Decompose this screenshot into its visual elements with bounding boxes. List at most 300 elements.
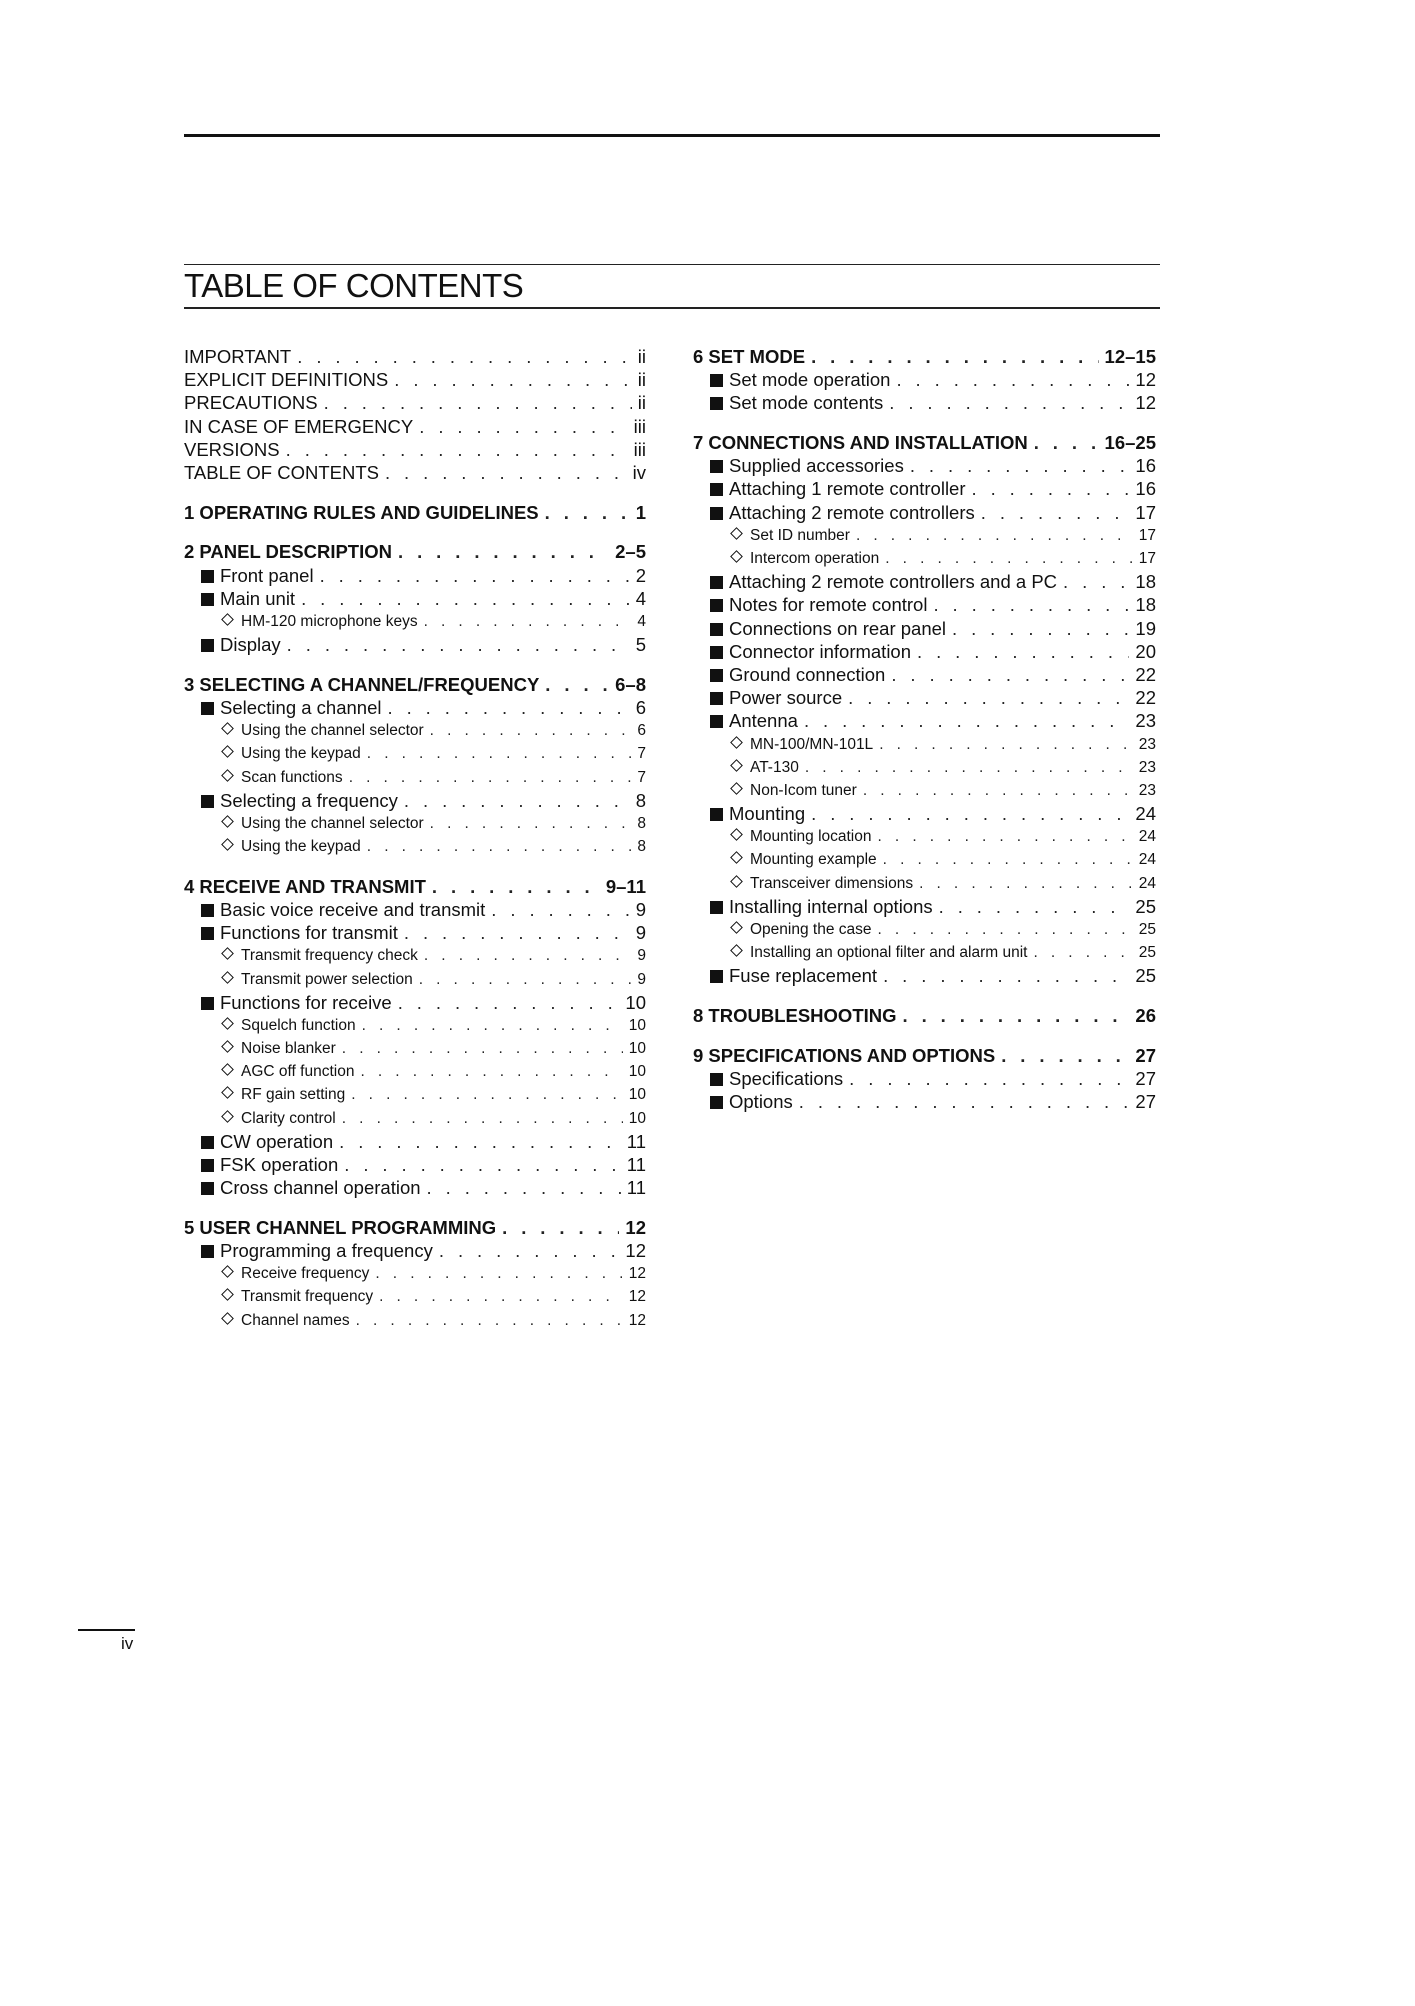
toc-entry-text: Selecting a frequency xyxy=(220,789,398,811)
toc-entry-label xyxy=(710,593,933,616)
dot-leader xyxy=(349,766,632,789)
square-bullet-icon xyxy=(201,997,214,1010)
toc-page-number: 17 xyxy=(1138,550,1156,567)
toc-subsection-entry[interactable] xyxy=(184,1309,646,1332)
toc-entry-text: PRECAUTIONS xyxy=(184,392,318,414)
toc-subsection-entry[interactable] xyxy=(693,825,1156,848)
toc-page-number: 9 xyxy=(635,898,646,920)
dot-leader xyxy=(883,848,1133,871)
toc-entry-label xyxy=(184,345,297,368)
toc-entry-text: 9 SPECIFICATIONS AND OPTIONS xyxy=(693,1044,996,1066)
dot-leader xyxy=(379,1285,623,1308)
toc-page-number: 1 xyxy=(635,501,646,523)
square-bullet-icon xyxy=(201,1159,214,1172)
toc-entry-text: Using the channel selector xyxy=(241,814,424,832)
toc-subsection-entry[interactable] xyxy=(693,872,1156,895)
toc-page-number: 23 xyxy=(1138,758,1156,776)
toc-entry-text: Power source xyxy=(729,687,843,709)
toc-entry-label xyxy=(729,756,805,779)
toc-entry-label xyxy=(729,918,878,941)
dot-leader xyxy=(419,415,627,438)
toc-entry-text: Cross channel operation xyxy=(220,1177,421,1199)
square-bullet-icon xyxy=(201,927,214,940)
toc-entry-label xyxy=(220,742,367,765)
square-bullet-icon xyxy=(710,1096,723,1109)
toc-page-number: 27 xyxy=(1135,1044,1156,1066)
square-bullet-icon xyxy=(201,639,214,652)
toc-entry-label xyxy=(729,524,856,547)
toc-entry-label xyxy=(220,1083,351,1106)
toc-subsection-entry[interactable] xyxy=(184,1014,646,1037)
toc-entry-label xyxy=(220,1107,342,1130)
dot-leader xyxy=(301,587,630,610)
toc-page-number: 12 xyxy=(628,1265,646,1283)
toc-entry-label xyxy=(710,640,917,663)
toc-entry[interactable] xyxy=(184,438,646,461)
toc-section-entry[interactable] xyxy=(184,587,646,610)
dot-leader xyxy=(903,1004,1130,1027)
toc-section-entry[interactable] xyxy=(184,696,646,719)
toc-entry-label xyxy=(201,921,404,944)
dot-leader xyxy=(856,524,1133,547)
toc-chapter-entry[interactable] xyxy=(184,673,646,696)
diamond-bullet-icon xyxy=(221,1063,234,1076)
diamond-bullet-icon xyxy=(221,769,234,782)
toc-page-number: 19 xyxy=(1135,617,1156,639)
toc-subsection-entry[interactable] xyxy=(184,1060,646,1083)
toc-section-entry[interactable] xyxy=(693,686,1156,709)
toc-entry-text: Set ID number xyxy=(750,526,850,544)
dot-leader xyxy=(545,673,609,696)
dot-leader xyxy=(339,1130,621,1153)
toc-entry-label xyxy=(184,438,286,461)
toc-page-number: 2–5 xyxy=(615,541,646,563)
toc-entry-text: Main unit xyxy=(220,587,296,609)
toc-entry-text: Channel names xyxy=(241,1311,350,1329)
toc-entry-text: VERSIONS xyxy=(184,438,280,460)
dot-leader xyxy=(320,564,630,587)
dot-leader xyxy=(424,610,632,633)
toc-page-number: 12–15 xyxy=(1104,346,1156,367)
dot-leader xyxy=(427,1176,621,1199)
toc-page-number: 11 xyxy=(626,1154,646,1175)
toc-page-number: 16 xyxy=(1135,478,1156,500)
toc-chapter-entry[interactable] xyxy=(693,345,1156,368)
toc-page-number: 12 xyxy=(1135,369,1156,391)
toc-page-number: 23 xyxy=(1138,735,1156,753)
toc-subsection-entry[interactable] xyxy=(693,918,1156,941)
diamond-bullet-icon xyxy=(221,722,234,735)
toc-entry-text: IMPORTANT xyxy=(184,346,292,367)
toc-subsection-entry[interactable] xyxy=(184,1083,646,1106)
dot-leader xyxy=(889,391,1129,414)
toc-entry-text: Functions for receive xyxy=(220,991,392,1013)
toc-entry-text: HM-120 microphone keys xyxy=(241,612,418,630)
diamond-bullet-icon xyxy=(730,828,743,841)
toc-subsection-entry[interactable] xyxy=(184,835,646,858)
toc-section-entry[interactable] xyxy=(184,991,646,1014)
toc-page-number: 10 xyxy=(628,1040,646,1058)
toc-subsection-entry[interactable] xyxy=(184,610,646,633)
dot-leader xyxy=(297,345,632,368)
toc-section-entry[interactable] xyxy=(693,1090,1156,1113)
toc-entry-text: Attaching 2 remote controllers and a PC xyxy=(729,571,1058,593)
toc-section-entry[interactable] xyxy=(693,477,1156,500)
toc-page-number: 7 xyxy=(637,745,646,763)
toc-entry-label xyxy=(201,696,387,719)
toc-entry-label xyxy=(220,1014,362,1037)
dot-leader xyxy=(878,825,1133,848)
toc-page-number: 25 xyxy=(1138,921,1156,938)
toc-entry-text: Using the keypad xyxy=(241,838,361,856)
dot-leader xyxy=(972,477,1130,500)
toc-page-number: 17 xyxy=(1138,526,1156,544)
toc-section-entry[interactable] xyxy=(693,570,1156,593)
toc-page-number: 8 xyxy=(635,789,646,811)
dot-leader xyxy=(848,686,1129,709)
diamond-bullet-icon xyxy=(221,1040,234,1053)
toc-page-number: 27 xyxy=(1135,1067,1156,1089)
toc-entry-text: Squelch function xyxy=(241,1016,356,1034)
toc-page-number: 10 xyxy=(628,1063,646,1081)
toc-section-entry[interactable] xyxy=(184,921,646,944)
toc-page-number: 2 xyxy=(635,564,646,586)
toc-section-entry[interactable] xyxy=(693,1067,1156,1090)
toc-section-entry[interactable] xyxy=(693,663,1156,686)
diamond-bullet-icon xyxy=(221,1289,234,1302)
dot-leader xyxy=(1063,570,1129,593)
toc-entry-text: Ground connection xyxy=(729,663,886,685)
toc-entry-label xyxy=(710,617,952,640)
footer-page-number: iv xyxy=(121,1634,134,1653)
dot-leader xyxy=(545,501,630,524)
dot-leader xyxy=(879,733,1133,756)
diamond-bullet-icon xyxy=(730,782,743,795)
toc-entry-text: IN CASE OF EMERGENCY xyxy=(184,415,414,437)
toc-section-entry[interactable] xyxy=(184,1239,646,1262)
dot-leader xyxy=(360,1060,622,1083)
dot-leader xyxy=(1001,1044,1129,1067)
toc-entry-text: CW operation xyxy=(220,1130,334,1152)
toc-subsection-entry[interactable] xyxy=(184,944,646,967)
square-bullet-icon xyxy=(201,1136,214,1149)
toc-section-entry[interactable] xyxy=(693,617,1156,640)
dot-leader xyxy=(387,696,629,719)
dot-leader xyxy=(344,1153,621,1176)
toc-entry-text: Opening the case xyxy=(750,921,872,938)
dot-leader xyxy=(367,835,632,858)
dot-leader xyxy=(799,1090,1130,1113)
toc-section-entry[interactable] xyxy=(693,964,1156,987)
toc-entry-label xyxy=(220,1285,379,1308)
toc-chapter-entry[interactable] xyxy=(693,1044,1156,1067)
toc-page-number: 23 xyxy=(1135,710,1156,732)
toc-subsection-entry[interactable] xyxy=(693,524,1156,547)
dot-leader xyxy=(385,461,627,484)
toc-entry-text: Front panel xyxy=(220,564,314,586)
square-bullet-icon xyxy=(710,692,723,705)
toc-entry-label xyxy=(220,944,424,967)
square-bullet-icon xyxy=(710,460,723,473)
square-bullet-icon xyxy=(710,397,723,410)
toc-subsection-entry[interactable] xyxy=(184,1107,646,1130)
diamond-bullet-icon xyxy=(730,550,743,563)
square-bullet-icon xyxy=(201,1182,214,1195)
toc-entry-text: Scan functions xyxy=(241,768,343,786)
diamond-bullet-icon xyxy=(730,736,743,749)
toc-section-entry[interactable] xyxy=(693,391,1156,414)
toc-page-number: 7 xyxy=(637,768,646,786)
toc-section-entry[interactable] xyxy=(693,593,1156,616)
toc-subsection-entry[interactable] xyxy=(184,1285,646,1308)
toc-section-entry[interactable] xyxy=(693,368,1156,391)
toc-entry-label xyxy=(220,968,419,991)
toc-entry-text: Mounting example xyxy=(750,851,877,869)
toc-section-entry[interactable] xyxy=(693,802,1156,825)
toc-section-entry[interactable] xyxy=(693,454,1156,477)
toc-entry-label xyxy=(729,848,883,871)
toc-section-entry[interactable] xyxy=(693,501,1156,524)
dot-leader xyxy=(891,663,1129,686)
toc-subsection-entry[interactable] xyxy=(184,812,646,835)
toc-entry-label xyxy=(201,564,320,587)
dot-leader xyxy=(981,501,1130,524)
toc-subsection-entry[interactable] xyxy=(184,1037,646,1060)
toc-entry-text: Connections on rear panel xyxy=(729,617,947,639)
toc-chapter-entry[interactable] xyxy=(184,540,646,563)
toc-entry[interactable] xyxy=(184,391,646,414)
toc-page-number: 9 xyxy=(635,922,646,944)
dot-leader xyxy=(430,812,632,835)
square-bullet-icon xyxy=(710,507,723,520)
dot-leader xyxy=(933,593,1129,616)
toc-subsection-entry[interactable] xyxy=(693,848,1156,871)
toc-page-number: 5 xyxy=(635,634,646,656)
toc-entry-text: Transmit frequency check xyxy=(241,947,418,965)
dot-leader xyxy=(286,438,628,461)
square-bullet-icon xyxy=(710,901,723,914)
toc-page-number: 9 xyxy=(637,970,646,988)
toc-entry-text: RF gain setting xyxy=(241,1086,346,1104)
toc-entry-label xyxy=(710,1067,849,1090)
toc-entry-text: 3 SELECTING A CHANNEL/FREQUENCY xyxy=(184,673,540,695)
page-title: TABLE OF CONTENTS xyxy=(184,267,524,304)
square-bullet-icon xyxy=(710,808,723,821)
toc-page-number: 16–25 xyxy=(1104,432,1156,454)
toc-page-number: 25 xyxy=(1135,895,1156,917)
toc-page-number: 10 xyxy=(628,1109,646,1127)
toc-entry-text: Transmit power selection xyxy=(241,970,413,988)
toc-section-entry[interactable] xyxy=(693,709,1156,732)
toc-entry-label xyxy=(710,454,910,477)
toc-entry-text: Using the channel selector xyxy=(241,722,424,740)
toc-section-entry[interactable] xyxy=(184,564,646,587)
toc-section-entry[interactable] xyxy=(184,1176,646,1199)
square-bullet-icon xyxy=(710,715,723,728)
toc-right-column xyxy=(693,345,1156,1113)
dot-leader xyxy=(917,640,1129,663)
toc-section-entry[interactable] xyxy=(184,1130,646,1153)
toc-subsection-entry[interactable] xyxy=(184,742,646,765)
diamond-bullet-icon xyxy=(221,1312,234,1325)
toc-page-number: 6 xyxy=(637,722,646,740)
toc-entry-text: Using the keypad xyxy=(241,745,361,763)
toc-entry-text: EXPLICIT DEFINITIONS xyxy=(184,369,389,391)
toc-subsection-entry[interactable] xyxy=(184,968,646,991)
toc-subsection-entry[interactable] xyxy=(184,719,646,742)
toc-entry[interactable] xyxy=(184,368,646,391)
toc-entry-label xyxy=(710,895,939,918)
toc-page-number: 22 xyxy=(1135,663,1156,685)
toc-subsection-entry[interactable] xyxy=(184,1262,646,1285)
toc-entry-text: Set mode operation xyxy=(729,369,891,391)
toc-entry-text: AT-130 xyxy=(750,758,799,776)
toc-entry[interactable] xyxy=(184,345,646,368)
square-bullet-icon xyxy=(201,1245,214,1258)
toc-entry-text: 1 OPERATING RULES AND GUIDELINES xyxy=(184,501,539,523)
dot-leader xyxy=(432,875,600,898)
toc-entry-label xyxy=(693,431,1034,454)
toc-section-entry[interactable] xyxy=(184,633,646,656)
footer-rule xyxy=(78,1629,135,1631)
toc-chapter-entry[interactable] xyxy=(693,1004,1156,1027)
diamond-bullet-icon xyxy=(730,921,743,934)
toc-section-entry[interactable] xyxy=(184,898,646,921)
toc-entry-label xyxy=(201,991,398,1014)
toc-entry-text: 7 CONNECTIONS AND INSTALLATION xyxy=(693,432,1028,454)
toc-entry-label xyxy=(710,964,883,987)
toc-page-number: 8 xyxy=(637,814,646,832)
square-bullet-icon xyxy=(710,576,723,589)
toc-page-number: 24 xyxy=(1138,874,1156,892)
toc-entry-label xyxy=(729,733,879,756)
toc-entry-text: Transceiver dimensions xyxy=(750,874,914,892)
toc-subsection-entry[interactable] xyxy=(693,941,1156,964)
dot-leader xyxy=(324,391,632,414)
toc-entry-text: MN-100/MN-101L xyxy=(750,735,874,753)
toc-entry-text: Transmit frequency xyxy=(241,1288,374,1306)
dot-leader xyxy=(398,991,620,1014)
toc-entry-label xyxy=(184,1216,502,1239)
toc-subsection-entry[interactable] xyxy=(693,756,1156,779)
toc-subsection-entry[interactable] xyxy=(693,733,1156,756)
toc-entry-label xyxy=(201,898,491,921)
toc-page-number: 12 xyxy=(1135,392,1156,414)
toc-page-number: 26 xyxy=(1135,1005,1156,1027)
toc-entry-label xyxy=(184,501,545,524)
dot-leader xyxy=(502,1216,619,1239)
toc-entry-label xyxy=(220,835,367,858)
dot-leader xyxy=(287,633,630,656)
square-bullet-icon xyxy=(710,970,723,983)
toc-entry-label xyxy=(729,872,919,895)
toc-entry-text: Receive frequency xyxy=(241,1265,370,1283)
toc-entry-label xyxy=(710,1090,799,1113)
dot-leader xyxy=(910,454,1130,477)
toc-entry-label xyxy=(220,812,430,835)
toc-entry-text: Basic voice receive and transmit xyxy=(220,898,486,920)
toc-entry[interactable] xyxy=(184,461,646,484)
square-bullet-icon xyxy=(710,669,723,682)
toc-entry-label xyxy=(710,501,981,524)
dot-leader xyxy=(849,1067,1129,1090)
toc-page-number: 4 xyxy=(637,612,646,630)
square-bullet-icon xyxy=(710,483,723,496)
toc-page-number: 8 xyxy=(637,838,646,856)
dot-leader xyxy=(404,789,630,812)
toc-page-number: 24 xyxy=(1138,828,1156,846)
toc-entry-label xyxy=(729,547,885,570)
toc-section-entry[interactable] xyxy=(693,640,1156,663)
toc-page-number: 24 xyxy=(1138,851,1156,869)
toc-section-entry[interactable] xyxy=(693,895,1156,918)
toc-page-number: 11 xyxy=(626,1130,646,1152)
diamond-bullet-icon xyxy=(221,1265,234,1278)
toc-page-number: 25 xyxy=(1135,965,1156,987)
toc-entry-label xyxy=(184,391,324,414)
diamond-bullet-icon xyxy=(221,1087,234,1100)
toc-entry-label xyxy=(201,789,404,812)
toc-entry-label xyxy=(201,1153,344,1176)
dot-leader xyxy=(398,540,609,563)
toc-section-entry[interactable] xyxy=(184,789,646,812)
toc-entry-label xyxy=(184,673,545,696)
toc-entry-text: Specifications xyxy=(729,1067,844,1089)
toc-entry-label xyxy=(710,663,891,686)
toc-entry-label xyxy=(710,802,811,825)
toc-chapter-entry[interactable] xyxy=(184,501,646,524)
toc-entry-text: Functions for transmit xyxy=(220,922,398,944)
toc-page-number: 20 xyxy=(1135,640,1156,662)
toc-page-number: 6–8 xyxy=(615,673,646,695)
dot-leader xyxy=(1033,941,1132,964)
diamond-bullet-icon xyxy=(221,838,234,851)
dot-leader xyxy=(342,1107,623,1130)
dot-leader xyxy=(375,1262,622,1285)
toc-entry-label xyxy=(729,825,878,848)
toc-page-number: 22 xyxy=(1135,687,1156,709)
dot-leader xyxy=(394,368,632,391)
dot-leader xyxy=(424,944,631,967)
square-bullet-icon xyxy=(201,795,214,808)
toc-subsection-entry[interactable] xyxy=(693,547,1156,570)
toc-entry-label xyxy=(184,461,385,484)
toc-entry-text: Notes for remote control xyxy=(729,594,928,616)
toc-entry-text: Programming a frequency xyxy=(220,1240,433,1262)
diamond-bullet-icon xyxy=(730,875,743,888)
dot-leader xyxy=(491,898,629,921)
toc-entry-label xyxy=(220,766,349,789)
toc-entry[interactable] xyxy=(184,415,646,438)
square-bullet-icon xyxy=(201,570,214,583)
toc-entry-text: Non-Icom tuner xyxy=(750,781,857,799)
toc-chapter-entry[interactable] xyxy=(693,431,1156,454)
toc-page-number: 12 xyxy=(628,1311,646,1329)
toc-chapter-entry[interactable] xyxy=(184,1216,646,1239)
toc-section-entry[interactable] xyxy=(184,1153,646,1176)
toc-subsection-entry[interactable] xyxy=(693,779,1156,802)
toc-subsection-entry[interactable] xyxy=(184,766,646,789)
toc-entry-label xyxy=(184,368,394,391)
toc-entry-text: TABLE OF CONTENTS xyxy=(184,461,379,483)
toc-chapter-entry[interactable] xyxy=(184,875,646,898)
toc-entry-label xyxy=(729,779,863,802)
toc-entry-text: Attaching 2 remote controllers xyxy=(729,501,975,523)
dot-leader xyxy=(863,779,1133,802)
toc-page-number: 18 xyxy=(1135,594,1156,616)
toc-entry-label xyxy=(220,719,430,742)
toc-entry-text: Display xyxy=(220,634,281,656)
